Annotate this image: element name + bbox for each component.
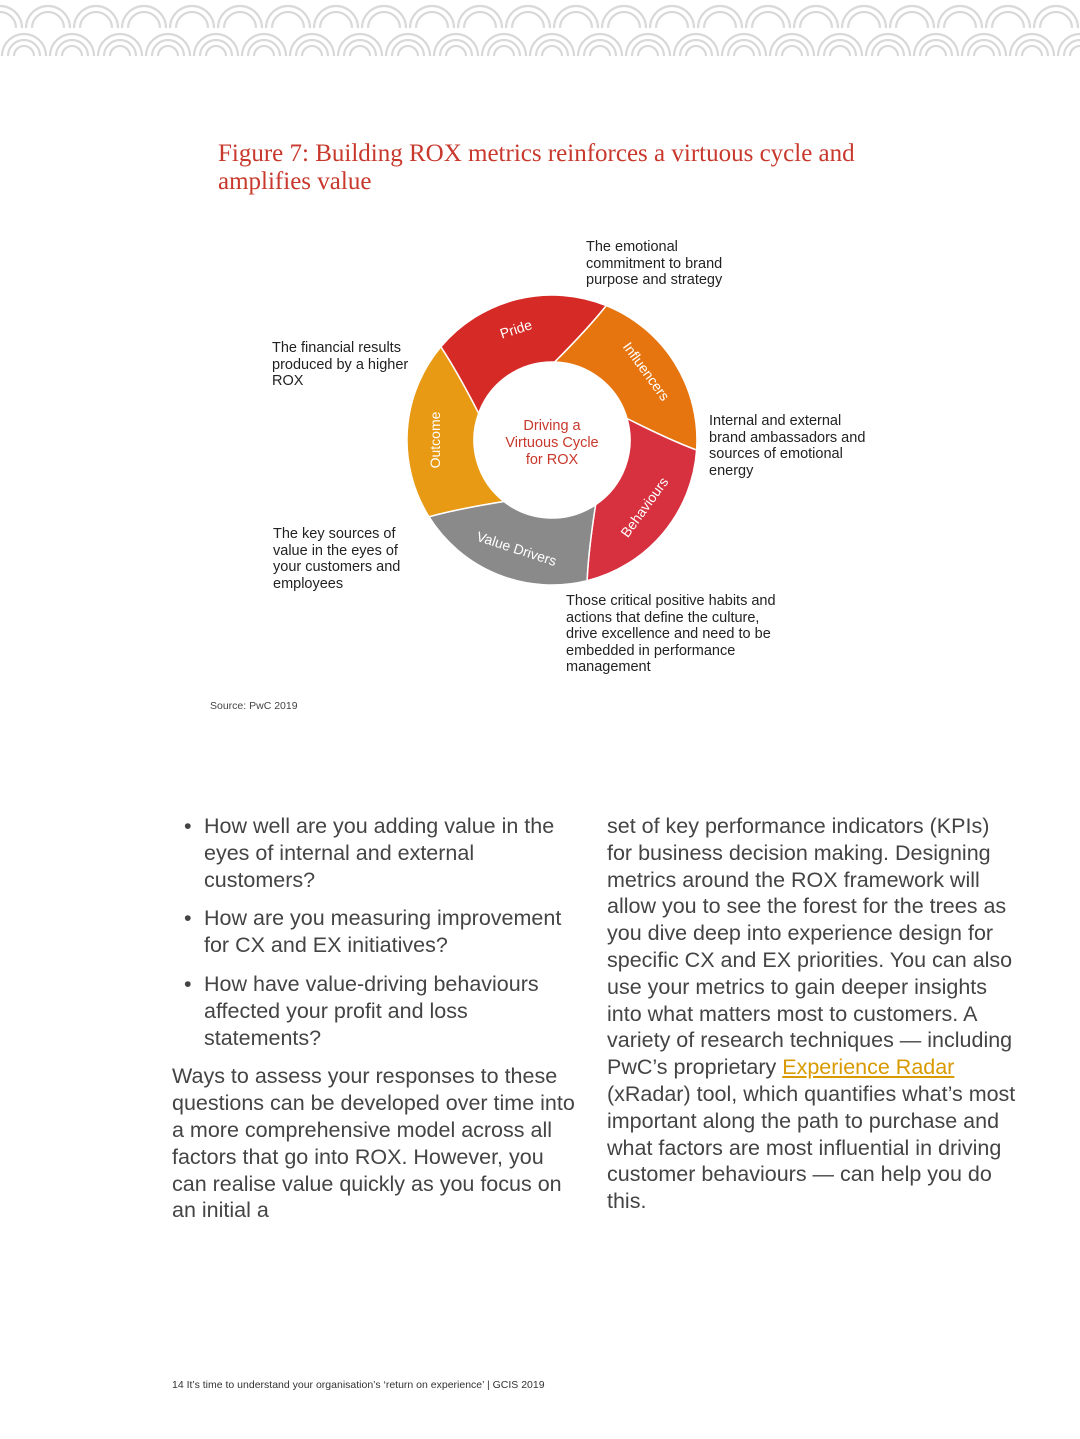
- bullet-icon: •: [184, 971, 192, 996]
- segment-label-pride: Pride: [497, 316, 534, 342]
- list-item: • How have value-driving behaviours affected your profit and loss statements?: [184, 971, 539, 1050]
- segment-label-influencers: Influencers: [619, 338, 674, 404]
- figure-source: Source: PwC 2019: [210, 700, 298, 712]
- left-column: [172, 813, 582, 1224]
- segment-label-outcome: Outcome: [427, 411, 444, 469]
- right-column: [607, 813, 1017, 1215]
- bullet-icon: •: [184, 814, 192, 838]
- experience-radar-link[interactable]: Experience Radar: [782, 1055, 955, 1080]
- segment-label-value-drivers: Value Drivers: [474, 528, 559, 569]
- right-paragraph-end: (xRadar) tool, which quantifies what’s most important along the path to purchase and what factors are most influential in driving customer behaviours — can help you do this.: [607, 1081, 1016, 1214]
- center-label-line: for ROX: [525, 451, 579, 468]
- center-label-line: Virtuous Cycle: [505, 434, 599, 451]
- annotation-pride: The emotional commitment to brand purpose and strategy: [586, 239, 723, 288]
- figure-title: Figure 7: Building ROX metrics reinforces a virtuous cycle and amplifies value: [218, 140, 855, 195]
- list-item: • How are you measuring improvement for CX and EX initiatives?: [184, 906, 562, 958]
- annotation-influencers: Internal and external brand ambassadors and sources of emotional energy: [709, 413, 866, 479]
- annotation-outcome: The financial results produced by a higher ROX: [272, 340, 409, 389]
- segment-label-behaviours: Behaviours: [617, 474, 672, 541]
- center-label-line: Driving a: [523, 417, 581, 434]
- list-item: • How well are you adding value in the eyes of internal and external customers?: [184, 814, 555, 892]
- annotation-behaviours: Those critical positive habits and actions that define the culture, drive excellence and need to be embedded in performance management: [566, 593, 776, 675]
- bullet-icon: •: [184, 906, 192, 931]
- question-list: [172, 813, 582, 1051]
- header-pattern: [0, 0, 1080, 56]
- annotation-value-drivers: The key sources of value in the eyes of your customers and employees: [273, 526, 401, 592]
- left-paragraph: Ways to assess your responses to these questions can be developed over time into a more comprehensive model across all factors that go into ROX. However, you can realise value quickly as you focus on an initial a: [172, 1064, 575, 1223]
- page-footer: 14 It’s time to understand your organisation’s ‘return on experience’ | GCIS 2019: [172, 1379, 545, 1391]
- right-paragraph-start: set of key performance indicators (KPIs) for business decision making. Designing metrics around the ROX framework will allow you to see the forest for the trees as you dive deep into experience design for specific CX and EX priorities. You can also use your metrics to gain deeper insights into what matters most to customers. A variety of research techniques — including PwC’s proprietary: [607, 814, 1013, 1080]
- virtuous-cycle-diagram: [380, 268, 710, 608]
